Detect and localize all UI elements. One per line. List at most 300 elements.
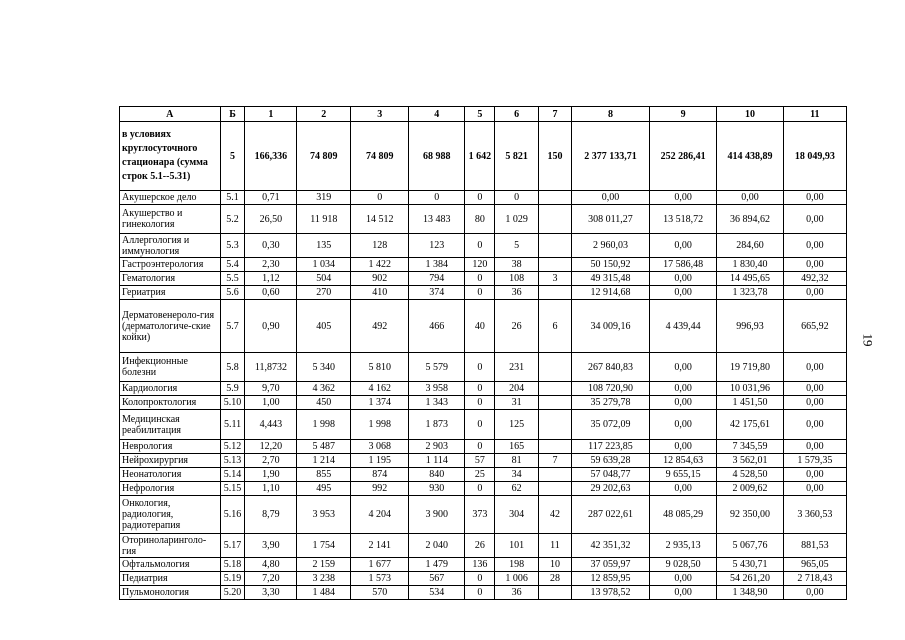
table-cell: 4 162 [351,382,409,396]
table-row [120,272,847,286]
table-cell: 0,00 [783,353,846,382]
table-cell: 0,00 [649,272,716,286]
table-cell: 0 [465,482,495,496]
table-cell: 1 214 [297,454,351,468]
table-cell: 665,92 [783,300,846,353]
table-cell: 0,00 [783,468,846,482]
table-cell: 0 [465,396,495,410]
table-cell: 2 718,43 [783,572,846,586]
table-cell: 1 642 [465,122,495,191]
table-cell: 13 978,52 [572,586,650,600]
table-cell [538,205,571,234]
table-cell: 5.4 [220,258,245,272]
column-header: 4 [409,107,465,122]
table-cell: 1 374 [351,396,409,410]
column-header: 7 [538,107,571,122]
table-cell: 0,00 [783,586,846,600]
row-label: Нейрохирургия [120,454,221,468]
row-label: Гериатрия [120,286,221,300]
table-cell: 881,53 [783,534,846,558]
row-label: в условиях круглосуточного стационара (сумма строк 5.1--5.31) [120,122,221,191]
table-cell: 5.3 [220,234,245,258]
table-cell: 48 085,29 [649,496,716,534]
table-row [120,205,847,234]
page-number: 19 [860,333,876,347]
table-cell: 1 830,40 [717,258,783,272]
table-row [120,286,847,300]
table-cell: 4,80 [245,558,297,572]
row-label: Акушерство и гинекология [120,205,221,234]
table-cell: 42 [538,496,571,534]
table-cell: 12 914,68 [572,286,650,300]
table-cell: 8,79 [245,496,297,534]
table-row [120,410,847,440]
table-cell: 18 049,93 [783,122,846,191]
table-cell: 567 [409,572,465,586]
table-cell: 5 810 [351,353,409,382]
table-cell: 80 [465,205,495,234]
table-cell: 12 854,63 [649,454,716,468]
table-cell: 5.6 [220,286,245,300]
table-cell: 128 [351,234,409,258]
table-row [120,468,847,482]
table-cell [538,258,571,272]
table-cell: 92 350,00 [717,496,783,534]
table-cell: 270 [297,286,351,300]
table-row [120,191,847,205]
table-cell: 504 [297,272,351,286]
table-cell: 0,00 [649,353,716,382]
table-cell: 29 202,63 [572,482,650,496]
table-cell: 794 [409,272,465,286]
table-cell [538,234,571,258]
table-cell: 0,00 [649,410,716,440]
table-cell: 125 [495,410,539,440]
table-cell: 450 [297,396,351,410]
table-cell: 11 [538,534,571,558]
table-row [120,353,847,382]
table-cell: 165 [495,440,539,454]
table-cell: 874 [351,468,409,482]
table-cell: 34 009,16 [572,300,650,353]
table-cell: 0,00 [649,191,716,205]
table-cell: 7 [538,454,571,468]
table-cell: 0,00 [649,572,716,586]
row-label: Аллергология и иммунология [120,234,221,258]
table-cell [538,586,571,600]
row-label: Нефрология [120,482,221,496]
table-cell: 304 [495,496,539,534]
table-cell: 40 [465,300,495,353]
table-cell: 319 [297,191,351,205]
table-cell: 0 [465,272,495,286]
table-cell: 231 [495,353,539,382]
table-cell: 0,00 [783,205,846,234]
row-label: Гематология [120,272,221,286]
table-cell: 5.14 [220,468,245,482]
table-cell: 5.8 [220,353,245,382]
table-cell: 2 935,13 [649,534,716,558]
table-cell: 74 809 [351,122,409,191]
row-label: Гастроэнтерология [120,258,221,272]
data-table [119,106,847,600]
table-cell: 3 958 [409,382,465,396]
row-label: Офтальмология [120,558,221,572]
table-cell [538,482,571,496]
table-cell: 0 [465,353,495,382]
table-cell: 35 279,78 [572,396,650,410]
table-cell: 12 859,95 [572,572,650,586]
table-cell: 0,00 [783,258,846,272]
table-cell: 284,60 [717,234,783,258]
table-cell: 5.16 [220,496,245,534]
table-cell [538,440,571,454]
total-row [120,122,847,191]
table-cell: 2,70 [245,454,297,468]
table-cell: 5.10 [220,396,245,410]
table-cell [538,410,571,440]
table-cell: 0 [465,191,495,205]
table-cell: 42 175,61 [717,410,783,440]
table-cell: 5.1 [220,191,245,205]
table-cell [538,382,571,396]
table-cell: 308 011,27 [572,205,650,234]
table-cell: 0,00 [783,191,846,205]
table-cell: 1 348,90 [717,586,783,600]
table-cell: 3,30 [245,586,297,600]
table-cell: 5 487 [297,440,351,454]
table-cell: 14 495,65 [717,272,783,286]
table-cell: 0,00 [783,382,846,396]
table-row [120,572,847,586]
table-cell: 3,90 [245,534,297,558]
table-cell: 50 150,92 [572,258,650,272]
table-cell: 54 261,20 [717,572,783,586]
table-cell: 11 918 [297,205,351,234]
table-cell: 150 [538,122,571,191]
table-cell: 7 345,59 [717,440,783,454]
table-cell: 374 [409,286,465,300]
header-row [120,107,847,122]
table-cell: 1 422 [351,258,409,272]
row-label: Неонатология [120,468,221,482]
row-label: Акушерское дело [120,191,221,205]
table-cell: 5.19 [220,572,245,586]
column-header: 3 [351,107,409,122]
table-cell: 2 159 [297,558,351,572]
table-cell: 2 009,62 [717,482,783,496]
table-cell: 135 [297,234,351,258]
row-label: Дерматовенероло-гия (дерматологиче-ские койки) [120,300,221,353]
table-cell: 410 [351,286,409,300]
table-cell: 26 [465,534,495,558]
table-cell: 6 [538,300,571,353]
table-cell: 1 029 [495,205,539,234]
table-cell: 3 238 [297,572,351,586]
table-cell: 1 998 [351,410,409,440]
table-cell: 0,00 [649,382,716,396]
table-cell: 59 639,28 [572,454,650,468]
table-cell: 9,70 [245,382,297,396]
table-cell: 5.12 [220,440,245,454]
column-header: 2 [297,107,351,122]
table-cell: 1 873 [409,410,465,440]
table-cell: 17 586,48 [649,258,716,272]
table-cell: 930 [409,482,465,496]
table-row [120,300,847,353]
table-cell: 1 479 [409,558,465,572]
table-cell: 414 438,89 [717,122,783,191]
table-cell: 68 988 [409,122,465,191]
table-cell: 0,00 [783,482,846,496]
table-cell: 0,60 [245,286,297,300]
table-cell: 0 [465,234,495,258]
table-cell: 1 034 [297,258,351,272]
table-cell: 2,30 [245,258,297,272]
table-cell: 0,00 [783,440,846,454]
table-cell: 198 [495,558,539,572]
table-row [120,440,847,454]
table-cell: 855 [297,468,351,482]
table-cell: 0,00 [649,286,716,300]
table-cell: 1 195 [351,454,409,468]
table-cell: 1 677 [351,558,409,572]
table-cell: 405 [297,300,351,353]
table-cell: 992 [351,482,409,496]
table-cell: 136 [465,558,495,572]
column-header: Б [220,107,245,122]
table-cell: 166,336 [245,122,297,191]
column-header: 10 [717,107,783,122]
table-cell: 373 [465,496,495,534]
table-cell: 2 377 133,71 [572,122,650,191]
table-cell: 1 579,35 [783,454,846,468]
table-cell: 3 562,01 [717,454,783,468]
table-cell: 252 286,41 [649,122,716,191]
table-cell: 25 [465,468,495,482]
table-cell: 2 903 [409,440,465,454]
table-cell: 1,90 [245,468,297,482]
table-cell: 492,32 [783,272,846,286]
table-row [120,396,847,410]
table-cell: 5.17 [220,534,245,558]
row-label: Кардиология [120,382,221,396]
table-row [120,482,847,496]
table-cell: 1,12 [245,272,297,286]
table-cell: 10 031,96 [717,382,783,396]
table-cell: 0 [351,191,409,205]
row-label: Медицинская реабилитация [120,410,221,440]
table-cell: 204 [495,382,539,396]
table-cell: 34 [495,468,539,482]
table-cell: 120 [465,258,495,272]
table-cell: 1,10 [245,482,297,496]
row-label: Инфекционные болезни [120,353,221,382]
table-cell: 0,00 [649,396,716,410]
table-cell: 3 953 [297,496,351,534]
table-cell: 4 362 [297,382,351,396]
table-row [120,586,847,600]
table-cell: 0 [465,586,495,600]
table-cell: 38 [495,258,539,272]
table-cell: 1 998 [297,410,351,440]
table-cell: 1 384 [409,258,465,272]
table-cell: 902 [351,272,409,286]
table-cell: 466 [409,300,465,353]
table-cell: 0,00 [649,234,716,258]
table-cell: 5.2 [220,205,245,234]
column-header: 8 [572,107,650,122]
table-cell: 9 655,15 [649,468,716,482]
column-header: 11 [783,107,846,122]
table-cell: 1 006 [495,572,539,586]
table-cell: 1 484 [297,586,351,600]
table-cell: 0 [465,410,495,440]
column-header: 1 [245,107,297,122]
table-cell: 495 [297,482,351,496]
row-label: Педиатрия [120,572,221,586]
table-cell [538,191,571,205]
table-cell: 3 900 [409,496,465,534]
table-cell: 4 528,50 [717,468,783,482]
table-cell: 13 483 [409,205,465,234]
table-cell: 996,93 [717,300,783,353]
table-cell: 0 [465,572,495,586]
table-cell: 117 223,85 [572,440,650,454]
table-row [120,534,847,558]
table-cell: 1 323,78 [717,286,783,300]
table-cell: 26 [495,300,539,353]
table-row [120,382,847,396]
table-cell: 287 022,61 [572,496,650,534]
table-cell: 26,50 [245,205,297,234]
table-cell: 5 821 [495,122,539,191]
table-cell: 0,90 [245,300,297,353]
table-cell: 492 [351,300,409,353]
row-label: Оториноларинголо-гия [120,534,221,558]
table-cell: 0,00 [572,191,650,205]
table-cell: 1 114 [409,454,465,468]
table-cell: 31 [495,396,539,410]
table-cell: 0,00 [783,396,846,410]
table-cell: 1,00 [245,396,297,410]
table-cell: 0,00 [783,234,846,258]
column-header: 5 [465,107,495,122]
table-cell: 1 573 [351,572,409,586]
table-cell: 4 204 [351,496,409,534]
table-cell: 5.15 [220,482,245,496]
table-cell: 840 [409,468,465,482]
table-cell [538,353,571,382]
table-cell: 13 518,72 [649,205,716,234]
table-cell: 2 960,03 [572,234,650,258]
table-cell: 81 [495,454,539,468]
table-cell: 36 [495,586,539,600]
table-cell: 5.7 [220,300,245,353]
table-cell: 62 [495,482,539,496]
table-cell: 74 809 [297,122,351,191]
table-cell: 0,00 [649,586,716,600]
table-cell: 9 028,50 [649,558,716,572]
table-cell: 267 840,83 [572,353,650,382]
table-cell: 5.11 [220,410,245,440]
table-cell: 0,71 [245,191,297,205]
table-cell: 0,30 [245,234,297,258]
table-cell: 10 [538,558,571,572]
table-row [120,454,847,468]
table-cell: 0 [495,191,539,205]
table-row [120,558,847,572]
column-header: 9 [649,107,716,122]
table-cell: 0,00 [649,440,716,454]
table-cell: 2 040 [409,534,465,558]
row-label: Пульмонология [120,586,221,600]
table-cell: 570 [351,586,409,600]
table-row [120,258,847,272]
table-cell: 0,00 [783,410,846,440]
table-cell: 5.13 [220,454,245,468]
table-cell: 0 [465,440,495,454]
table-cell: 37 059,97 [572,558,650,572]
table-cell [538,468,571,482]
table-cell: 4,443 [245,410,297,440]
table-cell: 1 343 [409,396,465,410]
table-cell: 5.9 [220,382,245,396]
table-cell: 36 894,62 [717,205,783,234]
table-cell: 4 439,44 [649,300,716,353]
table-cell: 123 [409,234,465,258]
table-cell: 42 351,32 [572,534,650,558]
table-cell: 965,05 [783,558,846,572]
table-cell: 1 451,50 [717,396,783,410]
table-cell: 0,00 [783,286,846,300]
table-cell: 0,00 [717,191,783,205]
row-label: Неврология [120,440,221,454]
table-cell: 108 720,90 [572,382,650,396]
table-cell: 101 [495,534,539,558]
row-label: Колопроктология [120,396,221,410]
table-cell [538,396,571,410]
table-cell: 0 [465,382,495,396]
table-cell: 5 067,76 [717,534,783,558]
table-cell: 14 512 [351,205,409,234]
table-cell: 11,8732 [245,353,297,382]
table-cell: 3 [538,272,571,286]
table-cell: 19 719,80 [717,353,783,382]
table-cell: 7,20 [245,572,297,586]
table-cell: 57 048,77 [572,468,650,482]
table-cell: 36 [495,286,539,300]
table-cell: 3 068 [351,440,409,454]
table-cell: 5 430,71 [717,558,783,572]
table-cell: 5.18 [220,558,245,572]
table-cell: 35 072,09 [572,410,650,440]
table-cell: 1 754 [297,534,351,558]
table-cell [538,286,571,300]
table-cell: 28 [538,572,571,586]
table-cell: 3 360,53 [783,496,846,534]
table-cell: 5 [495,234,539,258]
table-cell: 2 141 [351,534,409,558]
table-row [120,234,847,258]
table-cell: 5 [220,122,245,191]
table-cell: 0 [465,286,495,300]
table-cell: 0,00 [649,482,716,496]
table-cell: 534 [409,586,465,600]
table-cell: 108 [495,272,539,286]
table-cell: 5.20 [220,586,245,600]
column-header: А [120,107,221,122]
